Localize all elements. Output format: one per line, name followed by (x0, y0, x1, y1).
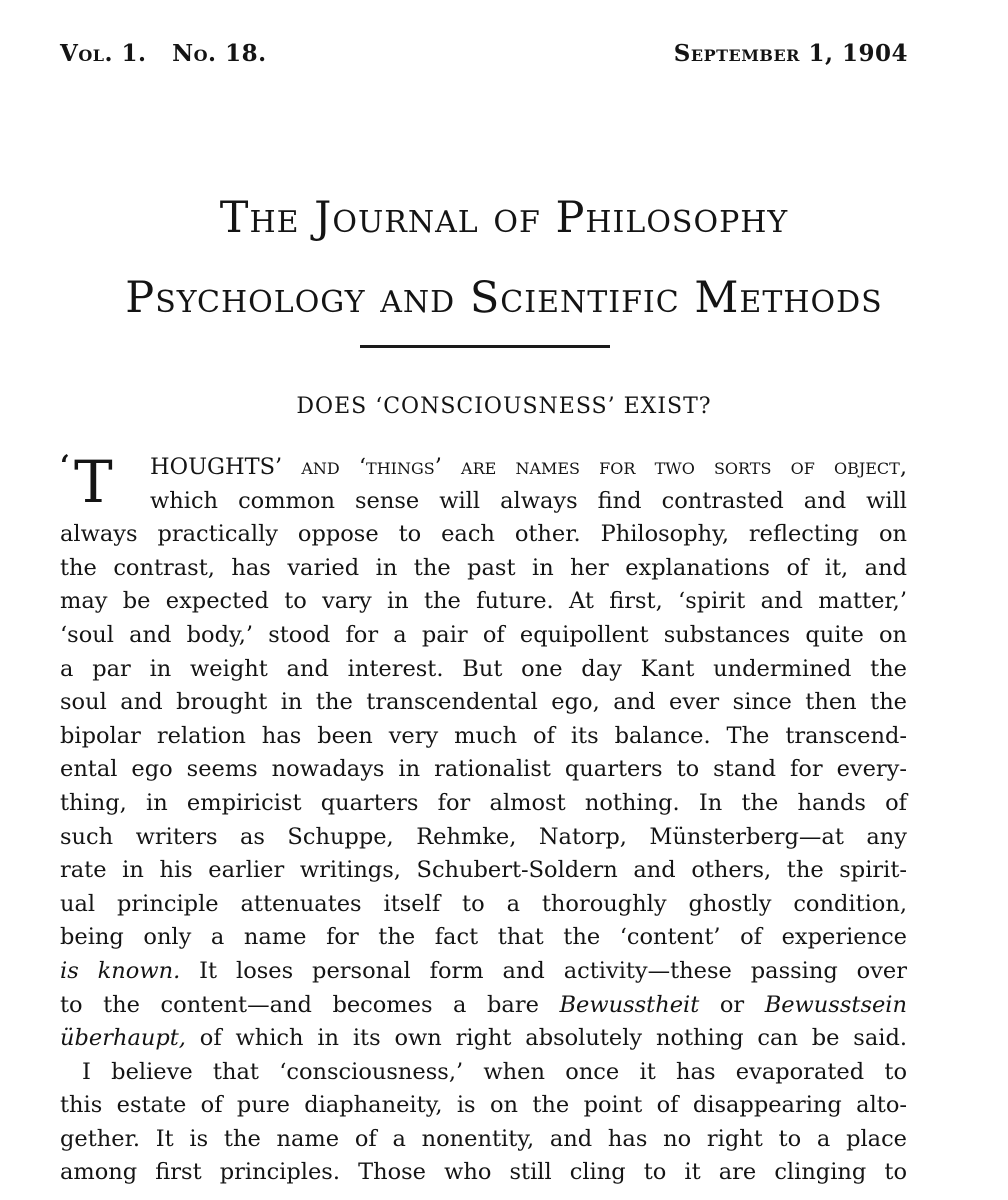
article-body (60, 448, 908, 1190)
text-line: may be expected to vary in the future. At first, ‘spirit and matter,’ (60, 588, 907, 615)
text-line: such writers as Schuppe, Rehmke, Natorp, Münsterberg—at any (60, 823, 907, 850)
volume-number (60, 40, 267, 67)
text-line: this estate of pure diaphaneity, is on the point of disappearing alto- (60, 1092, 907, 1119)
text-line: among first principles. Those who still cling to it are clinging to (60, 1159, 907, 1186)
text-line: is known. It loses personal form and activity—these passing over (60, 957, 908, 984)
text-line: the contrast, has varied in the past in her explanations of it, and (60, 554, 907, 581)
text-line: to the content—and becomes a bare Bewusstheit or Bewusstsein (60, 991, 907, 1018)
text-line: soul and brought in the transcendental ego, and ever since then the (60, 689, 907, 716)
text-line: I believe that ‘consciousness,’ when once it has evaporated to (82, 1058, 907, 1085)
opening-quote-mark: ‘ (60, 449, 70, 482)
text-line: rate in his earlier writings, Schubert-Soldern and others, the spirit- (60, 857, 907, 884)
text-line: ‘soul and body,’ stood for a pair of equipollent substances quite on (60, 621, 907, 648)
drop-cap-letter: T (74, 448, 113, 516)
text-line: which common sense will always find contrasted and will (150, 487, 907, 514)
issue-number-label: No. 18. (172, 40, 267, 67)
volume-label: Vol. 1. (60, 40, 147, 67)
italic-term: Bewusstheit (559, 991, 700, 1018)
masthead-line-2: Psychology and Scientific Methods (125, 273, 883, 323)
text-line: bipolar relation has been very much of its balance. The transcend- (60, 722, 907, 749)
text-line: HOUGHTS’ and ‘things’ are names for two sorts of object, (150, 454, 907, 480)
italic-term: Bewusstsein (764, 991, 907, 1018)
text-line: ual principle attenuates itself to a thoroughly ghostly condition, (60, 890, 907, 917)
text-line: gether. It is the name of a nonentity, and has no right to a place (60, 1125, 907, 1152)
issue-date: September 1, 1904 (673, 40, 908, 67)
article-title: DOES ‘CONSCIOUSNESS’ EXIST? (296, 394, 712, 419)
text-line: always practically oppose to each other. Philosophy, reflecting on (60, 521, 907, 548)
text-line: a par in weight and interest. But one day Kant undermined the (60, 655, 907, 682)
italic-phrase: is known. (60, 957, 181, 984)
italic-term: überhaupt, (60, 1025, 186, 1052)
title-rule (360, 345, 610, 348)
journal-masthead (0, 178, 1008, 338)
running-head (60, 40, 908, 76)
text-line: thing, in empiricist quarters for almost nothing. In the hands of (60, 789, 907, 816)
text-line: ental ego seems nowadays in rationalist quarters to stand for every- (60, 756, 907, 783)
masthead-line-1: The Journal of Philosophy (219, 193, 789, 243)
text-line: überhaupt, of which in its own right absolutely nothing can be said. (60, 1025, 908, 1052)
text-line: being only a name for the fact that the ‘content’ of experience (60, 924, 907, 951)
